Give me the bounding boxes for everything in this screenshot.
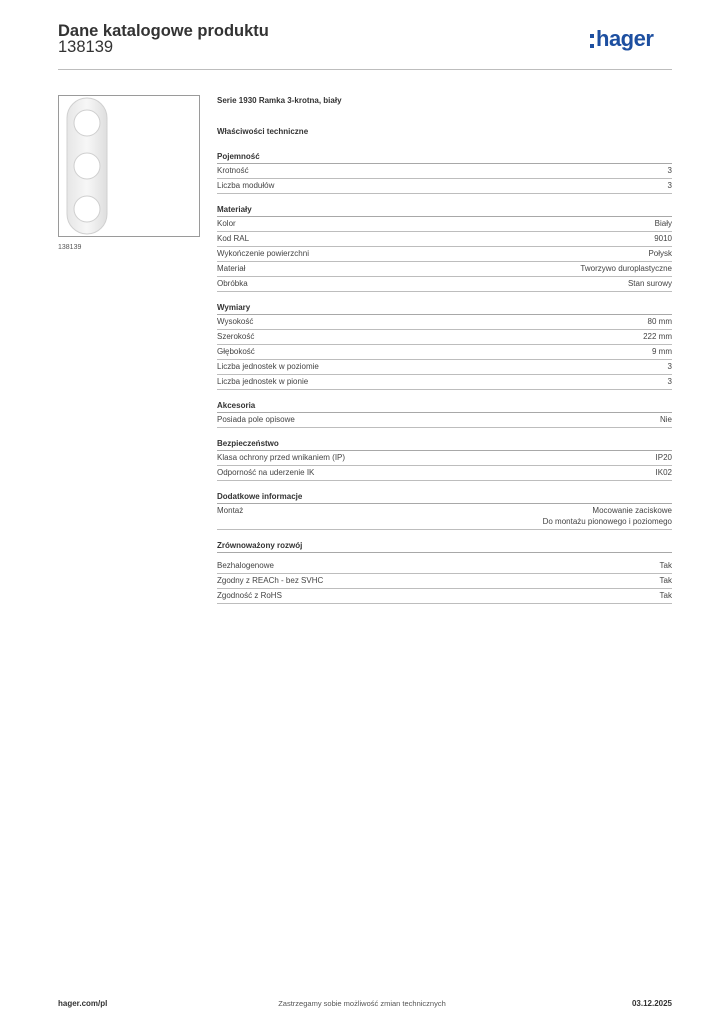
header-divider (58, 69, 672, 70)
spec-label: Krotność (217, 166, 249, 175)
section-heading: Wymiary (217, 303, 672, 315)
section-capacity (217, 152, 672, 194)
spec-row (217, 345, 672, 360)
image-caption: 138139 (58, 244, 82, 251)
spec-value: Stan surowy (627, 279, 672, 288)
spec-label: Obróbka (217, 279, 248, 288)
spec-row (217, 315, 672, 330)
spec-row (217, 232, 672, 247)
logo-wordmark: hager (596, 26, 654, 51)
spec-value: 9 mm (652, 347, 672, 356)
spec-row (217, 589, 672, 604)
section-additional-info (217, 492, 672, 530)
spec-label: Bezhalogenowe (217, 561, 274, 570)
footer-disclaimer: Zastrzegamy sobie możliwość zmian technicznych (278, 999, 446, 1008)
spec-label: Wykończenie powierzchni (217, 249, 309, 258)
section-heading: Bezpieczeństwo (217, 439, 672, 451)
spec-label: Kolor (217, 219, 236, 228)
spec-row (217, 466, 672, 481)
product-number: 138139 (58, 38, 114, 56)
hager-logo (590, 28, 653, 50)
spec-row (217, 247, 672, 262)
spec-value: Połysk (648, 249, 672, 258)
spec-label: Liczba modułów (217, 181, 275, 190)
footer-date: 03.12.2025 (631, 999, 672, 1008)
spec-value: Tak (659, 591, 672, 600)
spec-row (217, 164, 672, 179)
section-accessories (217, 401, 672, 428)
section-heading: Pojemność (217, 152, 672, 164)
section-materials (217, 205, 672, 292)
section-heading: Zrównoważony rozwój (217, 541, 672, 553)
spec-row (217, 375, 672, 390)
spec-value: Biały (654, 219, 672, 228)
spec-value: 80 mm (647, 317, 672, 326)
spec-row (217, 413, 672, 428)
spec-row (217, 277, 672, 292)
section-heading: Akcesoria (217, 401, 672, 413)
spec-row (217, 574, 672, 589)
logo-dots-icon (590, 34, 594, 48)
spec-row (217, 559, 672, 574)
spec-label: Klasa ochrony przed wnikaniem (IP) (217, 453, 346, 462)
spec-label: Odporność na uderzenie IK (217, 468, 315, 477)
spec-value (543, 506, 672, 527)
document-title: Dane katalogowe produktu (58, 22, 269, 40)
spec-label: Posiada pole opisowe (217, 415, 295, 424)
spec-value: IP20 (655, 453, 672, 462)
spec-value: Nie (659, 415, 672, 424)
spec-row (217, 330, 672, 345)
section-heading: Dodatkowe informacje (217, 492, 672, 504)
product-specs (217, 96, 672, 604)
spec-value: Tak (659, 561, 672, 570)
spec-row (217, 262, 672, 277)
footer-website-link[interactable]: hager.com/pl (58, 999, 108, 1008)
spec-value: 3 (667, 377, 672, 386)
spec-value: Tak (659, 576, 672, 585)
spec-label: Głębokość (217, 347, 255, 356)
spec-value-line: Do montażu pionowego i poziomego (542, 516, 672, 526)
spec-row (217, 451, 672, 466)
section-sustainability (217, 541, 672, 604)
section-dimensions (217, 303, 672, 390)
spec-label: Liczba jednostek w pionie (217, 377, 309, 386)
spec-value: 3 (667, 362, 672, 371)
spec-row (217, 217, 672, 232)
spec-value: Tworzywo duroplastyczne (580, 264, 672, 273)
spec-row (217, 179, 672, 194)
spec-label: Zgodny z REACh - bez SVHC (217, 576, 324, 585)
section-heading: Materiały (217, 205, 672, 217)
spec-label: Kod RAL (217, 234, 250, 243)
spec-label: Montaż (217, 506, 244, 515)
spec-value-line: Mocowanie zaciskowe (592, 506, 672, 515)
spec-label: Wysokość (217, 317, 254, 326)
technical-properties-heading: Właściwości techniczne (217, 127, 309, 136)
spec-row (217, 504, 672, 530)
spec-value: 3 (667, 166, 672, 175)
spec-value: IK02 (655, 468, 672, 477)
product-image (58, 95, 200, 237)
spec-row (217, 360, 672, 375)
product-name: Serie 1930 Ramka 3-krotna, biały (217, 96, 342, 105)
frame-3-gang-icon (59, 96, 199, 236)
spec-value: 222 mm (643, 332, 672, 341)
spec-label: Zgodność z RoHS (217, 591, 282, 600)
spec-label: Materiał (217, 264, 246, 273)
spec-value: 3 (667, 181, 672, 190)
spec-value: 9010 (654, 234, 672, 243)
spec-label: Szerokość (217, 332, 255, 341)
spec-label: Liczba jednostek w poziomie (217, 362, 319, 371)
section-safety (217, 439, 672, 481)
